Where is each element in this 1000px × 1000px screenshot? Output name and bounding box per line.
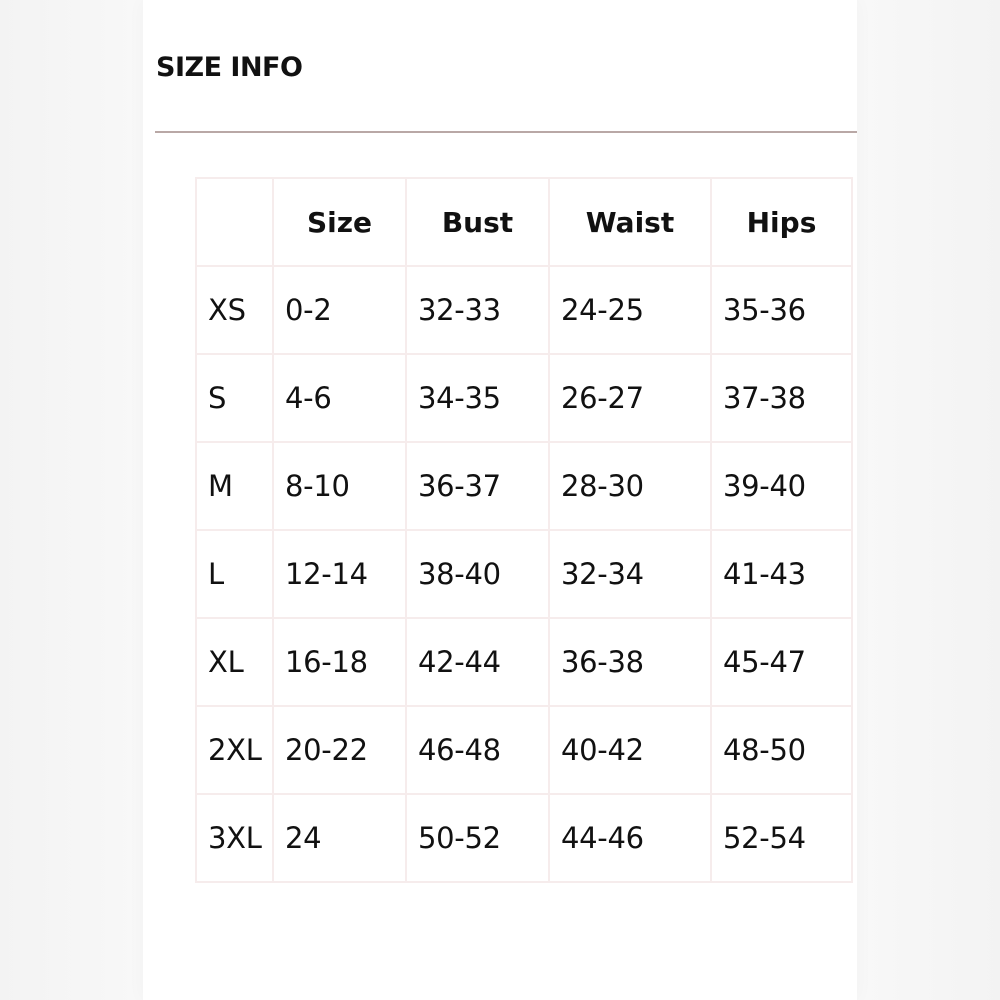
table-cell: M: [196, 442, 273, 530]
header-cell-size: Size: [273, 178, 406, 266]
table-cell: XS: [196, 266, 273, 354]
table-cell: 36-38: [549, 618, 711, 706]
table-cell: 48-50: [711, 706, 852, 794]
table-cell: 28-30: [549, 442, 711, 530]
table-row: [196, 354, 852, 442]
table-cell: 8-10: [273, 442, 406, 530]
table-cell: 24: [273, 794, 406, 882]
table-cell: 50-52: [406, 794, 549, 882]
table-header-row: [196, 178, 852, 266]
header-cell-bust: Bust: [406, 178, 549, 266]
table-cell: 45-47: [711, 618, 852, 706]
table-row: [196, 442, 852, 530]
header-cell-waist: Waist: [549, 178, 711, 266]
table-cell: 12-14: [273, 530, 406, 618]
table-cell: 3XL: [196, 794, 273, 882]
section-divider: [155, 131, 857, 133]
size-chart-table: [195, 177, 853, 883]
table-cell: L: [196, 530, 273, 618]
table-cell: 4-6: [273, 354, 406, 442]
table-cell: 44-46: [549, 794, 711, 882]
table-cell: 34-35: [406, 354, 549, 442]
table-cell: 2XL: [196, 706, 273, 794]
section-title: SIZE INFO: [156, 52, 303, 83]
table-cell: 52-54: [711, 794, 852, 882]
table-cell: 42-44: [406, 618, 549, 706]
table-cell: S: [196, 354, 273, 442]
table-row: [196, 706, 852, 794]
table-cell: 35-36: [711, 266, 852, 354]
table-cell: 32-34: [549, 530, 711, 618]
table-cell: 0-2: [273, 266, 406, 354]
table-cell: 46-48: [406, 706, 549, 794]
table-cell: 20-22: [273, 706, 406, 794]
table-cell: 36-37: [406, 442, 549, 530]
table-cell: 16-18: [273, 618, 406, 706]
header-cell-hips: Hips: [711, 178, 852, 266]
table-cell: 38-40: [406, 530, 549, 618]
table-cell: 26-27: [549, 354, 711, 442]
table-cell: 41-43: [711, 530, 852, 618]
table-cell: XL: [196, 618, 273, 706]
table-cell: 24-25: [549, 266, 711, 354]
header-cell-size-code: [196, 178, 273, 266]
table-row: [196, 266, 852, 354]
table-row: [196, 530, 852, 618]
size-info-panel: [143, 0, 857, 1000]
table-cell: 37-38: [711, 354, 852, 442]
table-row: [196, 794, 852, 882]
table-cell: 40-42: [549, 706, 711, 794]
table-cell: 39-40: [711, 442, 852, 530]
table-cell: 32-33: [406, 266, 549, 354]
table-row: [196, 618, 852, 706]
